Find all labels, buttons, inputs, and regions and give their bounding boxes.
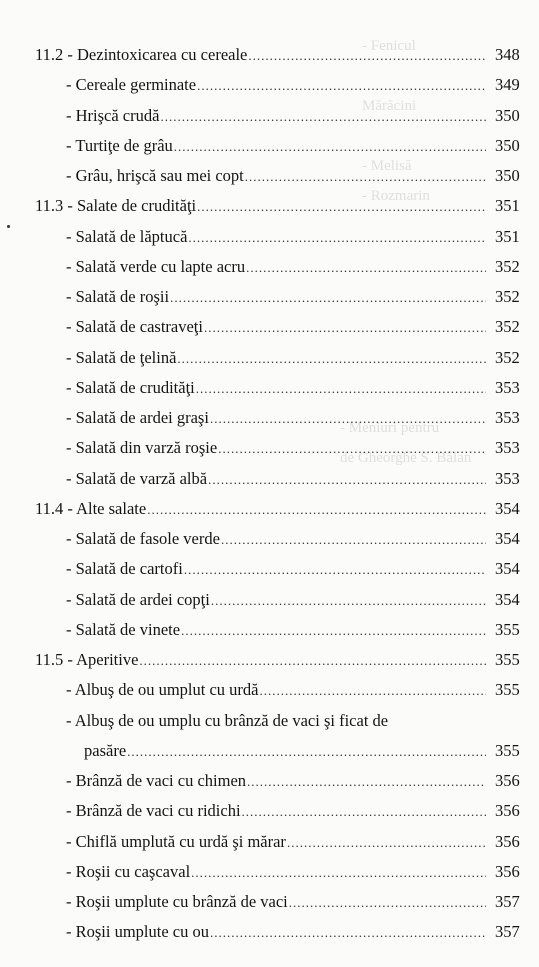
bleed-through-text: - Fenicul <box>362 38 416 54</box>
bleed-through-text: de Gheorghe S. Bălan <box>340 450 472 466</box>
toc-entry-line <box>35 645 488 675</box>
toc-entry-line <box>66 312 488 342</box>
toc-page-number: 351 <box>495 196 520 216</box>
toc-entry-title: - Salată de varză albă <box>66 468 208 488</box>
dot-leader <box>210 404 486 434</box>
toc-entry <box>0 887 539 917</box>
toc-entry <box>0 615 539 645</box>
dot-leader <box>181 616 486 646</box>
toc-entry-line <box>66 585 488 615</box>
bleed-through-text: Mărăcini <box>362 98 417 114</box>
toc-entry-title: - Salată de ardei copţi <box>66 589 210 609</box>
toc-entry <box>0 524 539 554</box>
toc-page-number: 352 <box>495 256 520 276</box>
toc-entry-line <box>66 766 488 796</box>
toc-entry-line <box>66 827 488 857</box>
toc-page-number: 356 <box>495 861 520 881</box>
toc-entry-title: - Turtiţe de grâu <box>66 135 173 155</box>
toc-entry <box>0 222 539 252</box>
toc-entry <box>0 252 539 282</box>
toc-entry <box>0 706 539 736</box>
toc-page-number: 355 <box>495 619 520 639</box>
toc-entry-line <box>66 887 488 917</box>
toc-entry <box>0 161 539 191</box>
toc-page-number: 353 <box>495 468 520 488</box>
toc-entry-title: - Roşii umplute cu ou <box>66 922 209 942</box>
toc-entry-line <box>66 554 488 584</box>
toc-entry-title: - Brânză de vaci cu ridichi <box>66 801 241 821</box>
toc-entry-line <box>66 524 488 554</box>
dot-leader <box>242 797 486 827</box>
toc-entry-line <box>66 101 488 131</box>
toc-entry <box>0 494 539 524</box>
toc-page-number: 355 <box>495 740 520 760</box>
toc-page-number: 352 <box>495 287 520 306</box>
dot-leader <box>170 283 486 313</box>
toc-entry-line <box>66 857 488 887</box>
toc-entry-title: - Salată verde cu lapte acru <box>66 256 246 276</box>
toc-entry-title: pasăre <box>84 740 127 760</box>
toc-page-number: 353 <box>495 377 520 397</box>
toc-entry <box>0 464 539 494</box>
dot-leader <box>287 828 486 858</box>
toc-page-number: 356 <box>495 801 520 821</box>
toc-entry <box>0 373 539 403</box>
toc-entry-title: - Salată de ţelină <box>66 347 177 367</box>
toc-entry-title: - Salată de castraveţi <box>66 317 203 337</box>
toc-entry-title: - Roşii cu caşcaval <box>66 861 191 881</box>
toc-entry-line <box>66 373 488 403</box>
dot-leader <box>127 737 486 767</box>
toc-page-number: 354 <box>495 529 520 548</box>
dot-leader <box>174 132 486 162</box>
toc-entry <box>0 131 539 161</box>
toc-entry-title: - Albuş de ou umplut cu urdă <box>66 680 259 700</box>
toc-entry-line <box>66 433 488 463</box>
dot-leader <box>211 586 486 616</box>
dot-leader <box>191 858 486 888</box>
toc-entry-title: 11.2 - Dezintoxicarea cu cereale <box>35 45 248 64</box>
toc-entry <box>0 433 539 463</box>
toc-page-number: 354 <box>495 559 520 579</box>
dot-leader <box>160 102 486 132</box>
toc-entry <box>0 101 539 131</box>
toc-page-number: 351 <box>495 226 520 246</box>
dot-leader <box>289 888 486 918</box>
toc-entry <box>0 736 539 766</box>
toc-entry-line <box>66 403 488 433</box>
toc-entry <box>0 675 539 705</box>
dot-leader <box>196 374 486 404</box>
toc-entry <box>0 645 539 675</box>
toc-entry-title: - Roşii umplute cu brânză de vaci <box>66 892 288 911</box>
toc-entry-title: - Chiflă umplută cu urdă şi mărar <box>66 831 286 851</box>
toc-entry <box>0 766 539 796</box>
dot-leader <box>208 465 486 495</box>
dot-leader <box>139 646 486 676</box>
toc-entry <box>0 857 539 887</box>
toc-entry <box>0 282 539 312</box>
dot-leader <box>218 434 486 464</box>
toc-entry-line <box>66 464 488 494</box>
toc-entry-title: - Salată de cartofi <box>66 559 183 579</box>
bleed-through-text: - Meniuri pentru <box>340 420 440 436</box>
toc-entry-title: - Salată de lăptucă <box>66 226 188 246</box>
toc-page-number: 355 <box>495 650 520 669</box>
toc-entry <box>0 312 539 342</box>
toc-page-number: 350 <box>495 166 520 185</box>
toc-entry-title: - Salată de ardei graşi <box>66 408 209 427</box>
toc-entry <box>0 403 539 433</box>
toc-entry-title: - Salată de roşii <box>66 287 170 306</box>
toc-page-number: 357 <box>495 922 520 942</box>
toc-page-number: 356 <box>495 831 520 851</box>
toc-entry-title: - Cereale germinate <box>66 75 197 95</box>
toc-entry <box>0 40 539 70</box>
toc-entry <box>0 554 539 584</box>
toc-entry-title: - Salată din varză roşie <box>66 438 218 458</box>
dot-leader <box>197 192 486 222</box>
dot-leader <box>247 767 486 797</box>
toc-page-number: 357 <box>495 892 520 911</box>
toc-entry-line <box>35 40 488 70</box>
toc-entry-line <box>66 161 488 191</box>
toc-page-number: 354 <box>495 498 520 518</box>
toc-page-number: 350 <box>495 105 520 125</box>
toc-entry-title: - Grâu, hrişcă sau mei copt <box>66 166 244 185</box>
dot-leader <box>245 162 486 192</box>
toc-entry-line <box>66 917 488 947</box>
toc-entry-line <box>35 494 488 524</box>
toc-page-number: 354 <box>495 589 520 609</box>
dot-leader <box>177 344 486 374</box>
toc-entry-line <box>66 131 488 161</box>
toc-entry-line <box>66 675 488 705</box>
toc-entry-line <box>66 282 488 312</box>
toc-entry-line <box>66 706 488 736</box>
toc-entry-title: - Albuş de ou umplu cu brânză de vaci şi ficat de <box>66 710 389 730</box>
toc-page-number: 356 <box>495 771 520 790</box>
toc-page-number: 352 <box>495 347 520 367</box>
toc-page-number: 348 <box>495 45 520 64</box>
toc-entry-line <box>35 191 488 221</box>
toc-entry <box>0 827 539 857</box>
toc-entry-title: - Salată de vinete <box>66 619 181 639</box>
toc-entry-title: - Brânză de vaci cu chimen <box>66 771 247 790</box>
dot-leader <box>221 525 486 555</box>
toc-page-number: 353 <box>495 438 520 458</box>
bleed-through-text: - Melisă <box>362 158 412 174</box>
toc-entry-title: 11.5 - Aperitive <box>35 650 139 669</box>
toc-entry-line <box>84 736 488 766</box>
toc-entry-title: - Salată de fasole verde <box>66 529 220 548</box>
toc-page-number: 352 <box>495 317 520 337</box>
toc-entry-line <box>66 70 488 100</box>
dot-leader <box>197 71 486 101</box>
dot-leader <box>248 41 486 71</box>
dot-leader <box>210 918 486 948</box>
toc-page-number: 350 <box>495 135 520 155</box>
dot-leader <box>184 555 486 585</box>
toc-entry <box>0 917 539 947</box>
toc-entry-title: 11.3 - Salate de crudităţi <box>35 196 197 216</box>
toc-entry <box>0 343 539 373</box>
toc-page-number: 349 <box>495 75 520 95</box>
toc-entry-line <box>66 615 488 645</box>
dot-leader <box>188 223 486 253</box>
toc-entry <box>0 796 539 826</box>
toc-entry-title: - Hrişcă crudă <box>66 105 160 125</box>
toc-entry <box>0 585 539 615</box>
toc-entry-line <box>66 343 488 373</box>
bleed-through-text: - Rozmarin <box>362 188 430 204</box>
toc-entry-line <box>66 796 488 826</box>
toc-entry-title: - Salată de crudităţi <box>66 377 195 397</box>
toc-entry <box>0 191 539 221</box>
toc-page-number: 355 <box>495 680 520 700</box>
dot-leader <box>246 253 486 283</box>
toc-entry-line <box>66 252 488 282</box>
toc-entry <box>0 70 539 100</box>
toc-entry-title: 11.4 - Alte salate <box>35 498 147 518</box>
toc-entry-line <box>66 222 488 252</box>
dot-leader <box>204 313 486 343</box>
dot-leader <box>259 676 486 706</box>
dot-leader <box>147 495 486 525</box>
toc-page-number: 353 <box>495 408 520 427</box>
